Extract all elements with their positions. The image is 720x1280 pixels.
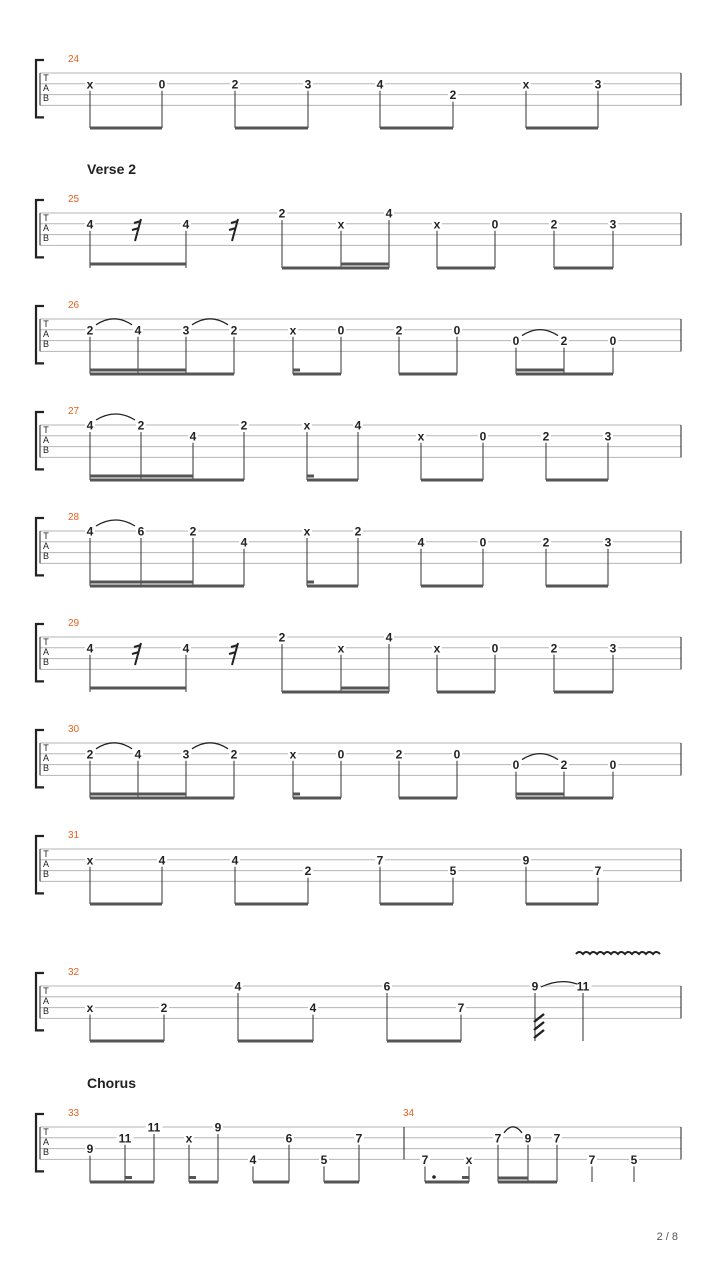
- beam: [498, 1177, 528, 1180]
- tab-clef-letter: B: [42, 445, 50, 455]
- fret-number: 3: [609, 641, 617, 656]
- beam: [90, 1181, 154, 1184]
- beam: [90, 369, 186, 372]
- beam: [90, 903, 162, 906]
- fret-number: x: [522, 77, 530, 92]
- fret-number: 2: [560, 334, 568, 349]
- partial-beam: [293, 793, 300, 796]
- beam: [293, 797, 341, 800]
- fret-number: x: [417, 429, 425, 444]
- fret-number: 7: [355, 1131, 363, 1146]
- tab-clef-letter: B: [42, 657, 50, 667]
- fret-number: x: [465, 1152, 473, 1167]
- tab-clef-letter: B: [42, 339, 50, 349]
- measure-number: 24: [68, 54, 80, 65]
- fret-number: 5: [449, 864, 457, 879]
- tab-clef-letter: B: [42, 763, 50, 773]
- tab-clef-letter: T: [43, 743, 49, 753]
- measure-number: 32: [68, 967, 80, 978]
- beam: [380, 127, 453, 130]
- beam: [307, 585, 358, 588]
- fret-number: 2: [189, 524, 197, 539]
- fret-number: 2: [354, 524, 362, 539]
- tab-clef-letter: A: [42, 859, 50, 869]
- beam: [341, 687, 389, 690]
- fret-number: 4: [249, 1152, 257, 1167]
- fret-number: 4: [86, 641, 94, 656]
- fret-number: 4: [417, 535, 425, 550]
- fret-number: 0: [158, 77, 166, 92]
- fret-number: 9: [524, 1131, 532, 1146]
- partial-beam: [293, 369, 300, 372]
- fret-number: 0: [609, 758, 617, 773]
- fret-number: 2: [86, 747, 94, 762]
- fret-number: 0: [337, 323, 345, 338]
- tie: [522, 754, 558, 760]
- fret-number: 9: [214, 1120, 222, 1135]
- tab-clef-letter: A: [42, 435, 50, 445]
- fret-number: 5: [630, 1152, 638, 1167]
- section-label-chorus: Chorus: [87, 1075, 136, 1091]
- partial-beam: [307, 581, 314, 584]
- tab-clef-letter: T: [43, 319, 49, 329]
- beam: [498, 1181, 557, 1184]
- fret-number: 2: [231, 77, 239, 92]
- tie: [192, 319, 228, 325]
- fret-number: 0: [453, 747, 461, 762]
- tab-clef-letter: B: [42, 93, 50, 103]
- beam: [90, 127, 162, 130]
- fret-number: 2: [230, 323, 238, 338]
- beam: [546, 585, 608, 588]
- fret-number: 4: [86, 217, 94, 232]
- beam: [90, 581, 193, 584]
- measure-number: 30: [68, 724, 80, 735]
- fret-number: 0: [337, 747, 345, 762]
- fret-number: x: [86, 1001, 94, 1016]
- fret-number: x: [289, 747, 297, 762]
- fret-number: 4: [234, 979, 242, 994]
- beam: [90, 585, 244, 588]
- partial-beam: [307, 475, 314, 478]
- fret-number: 5: [320, 1152, 328, 1167]
- fret-number: 9: [86, 1142, 94, 1157]
- tab-clef-letter: T: [43, 1127, 49, 1137]
- tie: [192, 743, 228, 749]
- beam: [90, 373, 234, 376]
- beam: [387, 1040, 461, 1043]
- tab-clef-letter: B: [42, 551, 50, 561]
- beam: [341, 263, 389, 266]
- partial-beam: [125, 1176, 132, 1179]
- tab-clef-letter: A: [42, 647, 50, 657]
- beam: [189, 1181, 218, 1184]
- tab-clef-letter: T: [43, 849, 49, 859]
- beam: [554, 691, 613, 694]
- sixteenth-rest: [132, 219, 141, 241]
- fret-number: x: [289, 323, 297, 338]
- fret-number: 2: [137, 418, 145, 433]
- fret-number: 4: [385, 630, 393, 645]
- fret-number: 7: [457, 1001, 465, 1016]
- beam: [421, 479, 483, 482]
- fret-number: 3: [609, 217, 617, 232]
- beam: [90, 797, 234, 800]
- beam: [516, 797, 613, 800]
- fret-number: x: [337, 641, 345, 656]
- fret-number: x: [337, 217, 345, 232]
- fret-number: 2: [395, 747, 403, 762]
- beam: [293, 373, 341, 376]
- fret-number: 0: [609, 334, 617, 349]
- beam: [307, 479, 358, 482]
- beam: [526, 127, 598, 130]
- tab-clef-letter: T: [43, 425, 49, 435]
- fret-number: 7: [376, 853, 384, 868]
- beam: [282, 691, 389, 694]
- fret-number: 6: [285, 1131, 293, 1146]
- fret-number: 7: [588, 1152, 596, 1167]
- fret-number: 4: [158, 853, 166, 868]
- fret-number: 2: [395, 323, 403, 338]
- fret-number: 0: [512, 334, 520, 349]
- fret-number: 2: [560, 758, 568, 773]
- fret-number: 4: [134, 323, 142, 338]
- measure-number: 31: [68, 830, 80, 841]
- beam: [90, 479, 244, 482]
- fret-number: 4: [240, 535, 248, 550]
- tab-clef-letter: A: [42, 223, 50, 233]
- beam: [324, 1181, 359, 1184]
- fret-number: 7: [421, 1152, 429, 1167]
- vibrato-mark: [576, 952, 660, 954]
- measure-number: 27: [68, 406, 80, 417]
- fret-number: 9: [531, 979, 539, 994]
- fret-number: 2: [304, 864, 312, 879]
- fret-number: x: [303, 418, 311, 433]
- beam: [235, 127, 308, 130]
- tab-clef-letter: B: [42, 233, 50, 243]
- fret-number: 4: [182, 217, 190, 232]
- measure-number: 29: [68, 618, 80, 629]
- page-number: 2 / 8: [656, 1231, 678, 1243]
- tab-clef-letter: T: [43, 986, 49, 996]
- fret-number: 0: [491, 641, 499, 656]
- beam: [235, 903, 308, 906]
- fret-number: 11: [147, 1120, 161, 1135]
- fret-number: 2: [160, 1001, 168, 1016]
- fret-number: 0: [512, 758, 520, 773]
- fret-number: 7: [494, 1131, 502, 1146]
- tab-clef-letter: B: [42, 1006, 50, 1016]
- sixteenth-rest: [229, 643, 238, 665]
- fret-number: 0: [453, 323, 461, 338]
- fret-number: 7: [553, 1131, 561, 1146]
- partial-beam: [462, 1176, 469, 1179]
- sixteenth-rest: [229, 219, 238, 241]
- beam: [516, 369, 564, 372]
- fret-number: 2: [278, 206, 286, 221]
- fret-number: 4: [86, 418, 94, 433]
- beam: [90, 475, 193, 478]
- measure-number: 28: [68, 512, 80, 523]
- fret-number: 0: [479, 429, 487, 444]
- fret-number: 3: [604, 535, 612, 550]
- beam: [526, 903, 598, 906]
- fret-number: 11: [118, 1131, 132, 1146]
- beam: [380, 903, 453, 906]
- tab-clef-letter: T: [43, 637, 49, 647]
- fret-number: 2: [240, 418, 248, 433]
- fret-number: x: [303, 524, 311, 539]
- tab-clef-letter: A: [42, 329, 50, 339]
- beam: [399, 373, 457, 376]
- tab-clef-letter: A: [42, 1137, 50, 1147]
- beam: [425, 1181, 469, 1184]
- fret-number: 7: [594, 864, 602, 879]
- dotted-note-dot: [432, 1175, 436, 1179]
- beam: [90, 793, 186, 796]
- fret-number: 2: [542, 429, 550, 444]
- fret-number: 2: [550, 217, 558, 232]
- beam: [516, 793, 564, 796]
- fret-number: 4: [134, 747, 142, 762]
- fret-number: 4: [376, 77, 384, 92]
- beam: [253, 1181, 289, 1184]
- fret-number: 4: [385, 206, 393, 221]
- beam: [282, 267, 389, 270]
- beam: [421, 585, 483, 588]
- fret-number: 0: [491, 217, 499, 232]
- fret-number: x: [433, 641, 441, 656]
- tab-clef-letter: A: [42, 541, 50, 551]
- fret-number: 4: [189, 429, 197, 444]
- fret-number: 3: [182, 323, 190, 338]
- fret-number: 6: [137, 524, 145, 539]
- fret-number: 4: [354, 418, 362, 433]
- tie: [96, 520, 135, 526]
- fret-number: 11: [576, 979, 590, 994]
- measure-number: 25: [68, 194, 80, 205]
- fret-number: 3: [604, 429, 612, 444]
- beam: [399, 797, 457, 800]
- beam: [516, 373, 613, 376]
- tab-clef-letter: A: [42, 996, 50, 1006]
- fret-number: 3: [182, 747, 190, 762]
- tie: [96, 743, 132, 749]
- beam: [90, 1040, 164, 1043]
- section-label-verse: Verse 2: [87, 161, 137, 177]
- beam: [437, 267, 495, 270]
- measure-number: 33: [68, 1108, 80, 1119]
- beam: [90, 263, 186, 266]
- fret-number: 2: [278, 630, 286, 645]
- fret-number: 4: [182, 641, 190, 656]
- fret-number: 2: [86, 323, 94, 338]
- beam: [238, 1040, 313, 1043]
- fret-number: x: [433, 217, 441, 232]
- tie: [96, 414, 135, 420]
- tie: [504, 1127, 522, 1133]
- fret-number: 2: [230, 747, 238, 762]
- fret-number: x: [86, 77, 94, 92]
- fret-number: 3: [304, 77, 312, 92]
- fret-number: 4: [86, 524, 94, 539]
- fret-number: 9: [522, 853, 530, 868]
- tie: [96, 319, 132, 325]
- beam: [90, 687, 186, 690]
- tab-clef-letter: A: [42, 753, 50, 763]
- measure-number: 26: [68, 300, 80, 311]
- measure-number: 34: [403, 1108, 415, 1119]
- fret-number: 4: [231, 853, 239, 868]
- fret-number: 3: [594, 77, 602, 92]
- sixteenth-rest: [132, 643, 141, 665]
- tab-clef-letter: B: [42, 869, 50, 879]
- fret-number: 0: [479, 535, 487, 550]
- tab-clef-letter: T: [43, 213, 49, 223]
- fret-number: 4: [309, 1001, 317, 1016]
- beam: [554, 267, 613, 270]
- fret-number: 6: [383, 979, 391, 994]
- fret-number: 2: [542, 535, 550, 550]
- tab-clef-letter: A: [42, 83, 50, 93]
- beam: [437, 691, 495, 694]
- fret-number: x: [86, 853, 94, 868]
- fret-number: 2: [449, 88, 457, 103]
- tie: [522, 330, 558, 336]
- beam: [546, 479, 608, 482]
- tab-clef-letter: T: [43, 531, 49, 541]
- tab-clef-letter: T: [43, 73, 49, 83]
- partial-beam: [189, 1176, 196, 1179]
- tab-clef-letter: B: [42, 1147, 50, 1157]
- fret-number: x: [185, 1131, 193, 1146]
- fret-number: 2: [550, 641, 558, 656]
